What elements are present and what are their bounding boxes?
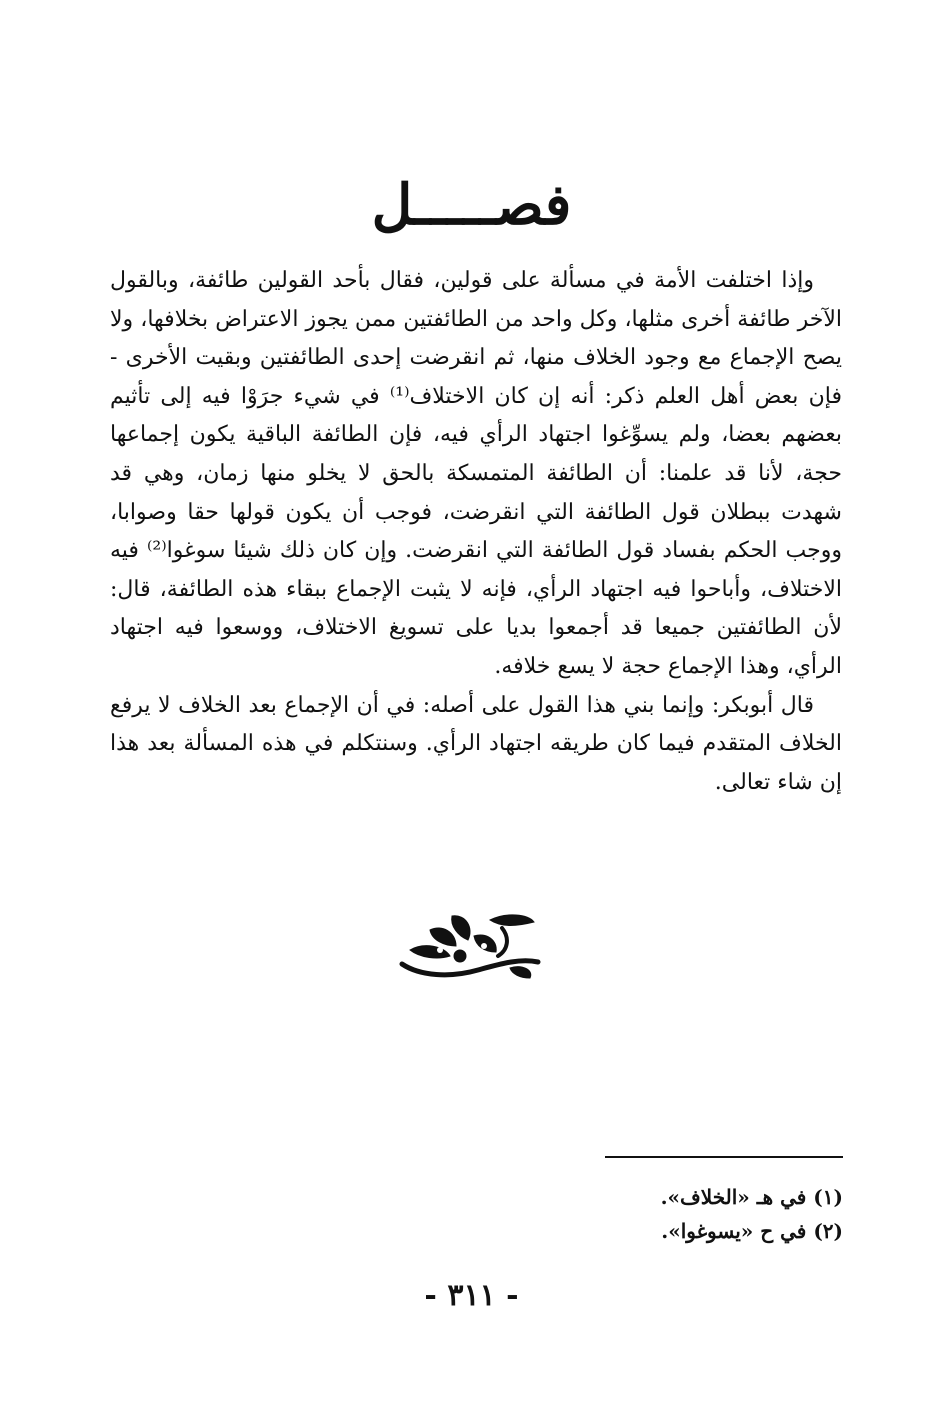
main-text: [110, 262, 842, 802]
footnotes: [400, 1180, 843, 1248]
page-number: - ٣١١ -: [424, 1278, 519, 1313]
paragraph-1: وإذا اختلفت الأمة في مسألة على قولين، فقال بأحد القولين طائفة، وبالقول الآخر طائفة أخرى مثلها، وكل واحد من الطائفتين ممن يجوز الاعتراض بخلافها، ولا يصح الإجماع مع وجود الخلاف منها، ثم انقرضت إحدى الطائفتين وبقيت الأخرى - فإن بعض أهل العلم ذكر: أنه إن كان الاختلاف⁽¹⁾ في شيء جرَوْا فيه إلى تأثيم بعضهم بعضا، ولم يسوِّغوا اجتهاد الرأي فيه، فإن الطائفة الباقية يكون إجماعها حجة، لأنا قد علمنا: أن الطائفة المتمسكة بالحق لا يخلو منها زمان، وهي قد شهدت ببطلان قول الطائفة التي انقرضت، فوجب أن يكون قولها حقا وصوابا، ووجب الحكم بفساد قول الطائفة التي انقرضت. وإن كان ذلك شيئا سوغوا⁽²⁾ فيه الاختلاف، وأباحوا فيه اجتهاد الرأي، فإنه لا يثبت الإجماع ببقاء هذه الطائفة، قال: لأن الطائفتين جميعا قد أجمعوا بديا على تسويغ الاختلاف، ووسعوا فيه اجتهاد الرأي، وهذا الإجماع حجة لا يسع خلافه.: [110, 268, 842, 679]
footnote-1: (١) في هـ «الخلاف».: [660, 1185, 843, 1209]
footnote-2: (٢) في ح «يسوغوا».: [661, 1219, 843, 1243]
chapter-heading: فصـــــل: [371, 172, 572, 238]
footnote-divider: [605, 1156, 843, 1158]
paragraph-2: قال أبوبكر: وإنما بني هذا القول على أصله: في أن الإجماع بعد الخلاف لا يرفع الخلاف المتقدم فيما كان طريقه اجتهاد الرأي. وسنتكلم في هذه المسألة بعد هذا إن شاء تعالى.: [110, 692, 842, 795]
floral-ornament-icon: [390, 906, 550, 986]
